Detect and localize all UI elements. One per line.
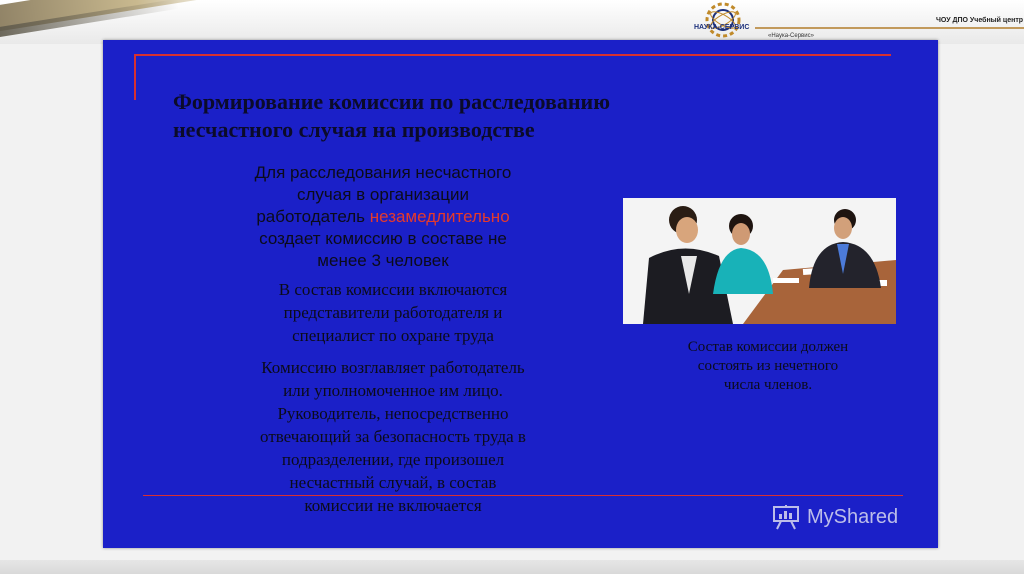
paragraph-line: Комиссию возглавляет работодатель (261, 358, 525, 377)
logo-text: НАУКА-СЕРВИС (694, 24, 750, 31)
caption-line: Состав комиссии должен (687, 339, 849, 355)
caption-line: числа членов. (723, 377, 813, 393)
accent-line-bottom (143, 495, 903, 496)
paragraph-line: Руководитель, непосредственно (277, 404, 509, 423)
window-bottom-bar (0, 560, 1024, 574)
intro-line-prefix: работодатель (256, 207, 370, 226)
presentation-board-icon (771, 504, 801, 530)
caption-line: состоять из нечетного (697, 358, 839, 374)
slide-title-line: несчастного случая на производстве (173, 117, 535, 142)
organization-label: ЧОУ ДПО Учебный центр (936, 17, 1024, 24)
logo-gear-icon (693, 0, 753, 40)
paragraph-line: специалист по охране труда (292, 326, 494, 345)
highlight-word: незамедлительно (369, 207, 510, 226)
logo-subtext: «Наука-Сервис» (768, 33, 814, 39)
intro-line: случая в организации (297, 185, 469, 204)
intro-text (183, 162, 583, 272)
accent-line-vertical (134, 54, 136, 100)
intro-line: создает комиссию в составе не (259, 229, 507, 248)
watermark-text: MyShared (807, 505, 899, 528)
slide-title (173, 88, 813, 144)
paragraph-line: отвечающий за безопасность труда в (260, 427, 526, 446)
slide-title-line: Формирование комиссии по расследованию (173, 89, 611, 114)
header-divider (755, 27, 1024, 29)
intro-line (183, 206, 583, 228)
paragraph-line: В состав комиссии включаются (278, 280, 508, 299)
accent-line-horizontal (136, 54, 891, 56)
photo-caption (638, 338, 898, 395)
watermark (771, 504, 898, 530)
paragraph-line: или уполномоченное им лицо. (283, 381, 503, 400)
meeting-photo (623, 198, 896, 324)
slide-content (103, 40, 938, 548)
paragraph-chair (183, 356, 603, 517)
paragraph-composition (183, 278, 603, 347)
paragraph-line: представители работодателя и (283, 303, 503, 322)
window-top-bar (0, 0, 1024, 44)
intro-line: Для расследования несчастного (254, 163, 512, 182)
intro-line: менее 3 человек (317, 251, 449, 270)
paragraph-line: комиссии не включается (304, 496, 482, 515)
paragraph-line: подразделении, где произошел (281, 450, 505, 469)
paragraph-line: несчастный случай, в состав (289, 473, 497, 492)
